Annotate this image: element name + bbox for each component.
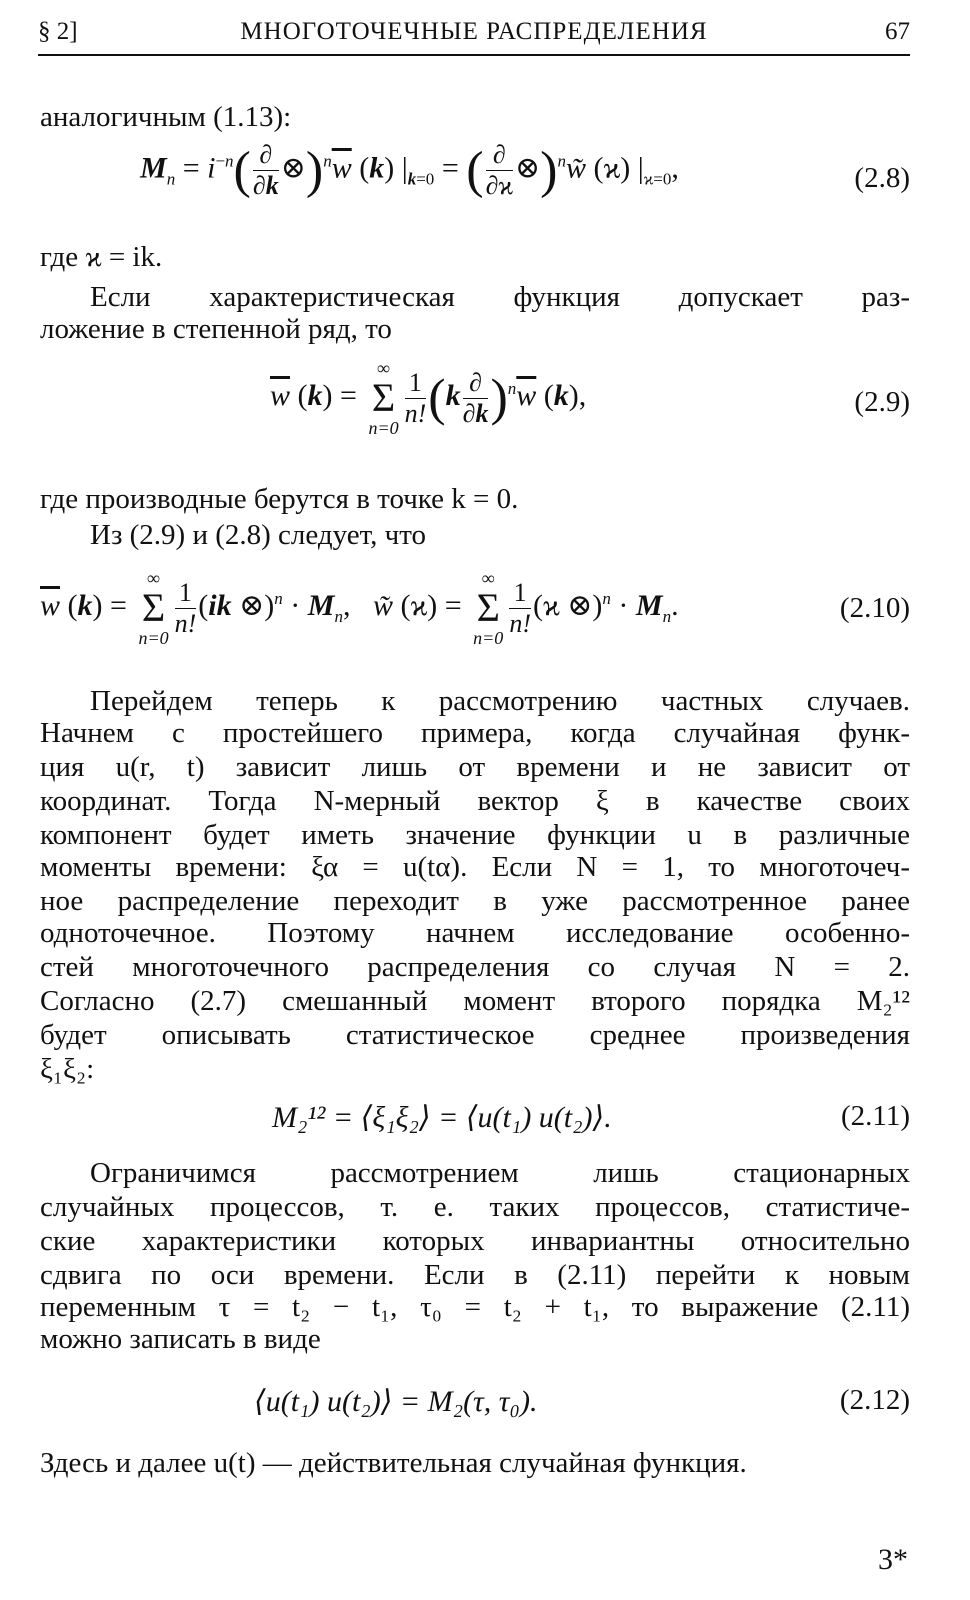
text-line: Здесь и далее u(t) — действительная случайная функция.	[40, 1447, 747, 1479]
text-line: переменным τ = t₂ − t₁, τ₀ = t₂ + t₁, то выражение (2.11)	[40, 1291, 910, 1323]
text-line: ские характеристики которых инвариантны относительно	[40, 1225, 910, 1257]
text-line: ное распределение переходит в уже рассмотренное ранее	[40, 885, 910, 917]
equation-number: (2.12)	[839, 1384, 910, 1416]
text-line: где производные берутся в точке k = 0.	[40, 483, 519, 515]
equation-number: (2.11)	[841, 1100, 910, 1132]
text-line: компонент будет иметь значение функции u в различные	[40, 819, 910, 851]
equation-number: (2.10)	[839, 592, 910, 624]
equation-body: $M_n = i^{-n}$( $\frac{\partial}{\partial k}$ $\otimes)^n\overline{w}$ (k) $|_{k=0}$ = ( $\frac{\partial}{\partial ϰ}$ ⊗)$^n$w̃ (ϰ) $|_{ϰ=0}$,	[140, 140, 679, 200]
equation-body: $\overline{w}$ (k) = ∞ Σ n=0 $\frac{1}{n!}$ (k $\frac{\partial}{\partial k}$ )$^n\overline{w}$ (k),	[270, 358, 587, 438]
equation-2-11	[40, 1100, 910, 1150]
running-header	[38, 10, 910, 56]
equation-body: M₂¹² = ⟨ξ₁ξ₂⟩ = ⟨u(t₁) u(t₂)⟩.	[272, 1101, 612, 1134]
equation-2-9	[40, 358, 910, 458]
text-line: ложение в степенной ряд, то	[40, 313, 392, 345]
text-line: ция u(r, t) зависит лишь от времени и не зависит от	[40, 751, 910, 783]
text-line: Начнем с простейшего примера, когда случайная функ-	[40, 717, 910, 749]
section-label: § 2]	[38, 18, 78, 45]
text-line: ξ₁ξ₂:	[40, 1053, 95, 1085]
equation-number: (2.9)	[854, 386, 910, 418]
text-line: Из (2.9) и (2.8) следует, что	[90, 519, 426, 551]
text-line: Если характеристическая функция допускает раз-	[90, 281, 910, 313]
chapter-title: МНОГОТОЧЕЧНЫЕ РАСПРЕДЕЛЕНИЯ	[240, 18, 708, 45]
text-line: где ϰ = ik.	[40, 241, 163, 273]
signature-mark: 3*	[878, 1543, 908, 1576]
text-line: Ограничимся рассмотрением лишь стационарных	[90, 1157, 910, 1189]
equation-2-12	[40, 1384, 910, 1434]
text-line: будет описывать статистическое среднее произведения	[40, 1019, 910, 1051]
text-line: сдвига по оси времени. Если в (2.11) перейти к новым	[40, 1259, 910, 1291]
equation-2-8	[40, 140, 910, 240]
text-line: можно записать в виде	[40, 1323, 321, 1355]
text-line: координат. Тогда N-мерный вектор ξ в качестве своих	[40, 785, 910, 817]
text-line: одноточечное. Поэтому начнем исследование особенно-	[40, 917, 910, 949]
text-line: Согласно (2.7) смешанный момент второго порядка M₂¹²	[40, 985, 910, 1017]
text-line: моменты времени: ξα = u(tα). Если N = 1, то многоточеч-	[40, 851, 910, 883]
equation-body: $\overline{w}$ (k) = ∞ Σ n=0 $\frac{1}{n!}$ (ik ⊗)$^n$ · $M_n$, w̃ (ϰ) = ∞ Σ n=0 $\frac{1}{n!}$ (ϰ ⊗)$^n$ · $M_n$.	[40, 568, 679, 648]
text-line: случайных процессов, т. е. таких процессов, статистиче-	[40, 1191, 910, 1223]
page-number: 67	[885, 18, 910, 45]
text-line: аналогичным (1.13):	[40, 101, 292, 133]
text-line: Перейдем теперь к рассмотрению частных случаев.	[90, 685, 910, 717]
equation-2-10	[40, 568, 910, 668]
equation-body: ⟨u(t₁) u(t₂)⟩ = M₂(τ, τ₀).	[254, 1385, 538, 1418]
text-line: стей многоточечного распределения со случая N = 2.	[40, 951, 910, 983]
equation-number: (2.8)	[854, 162, 910, 194]
